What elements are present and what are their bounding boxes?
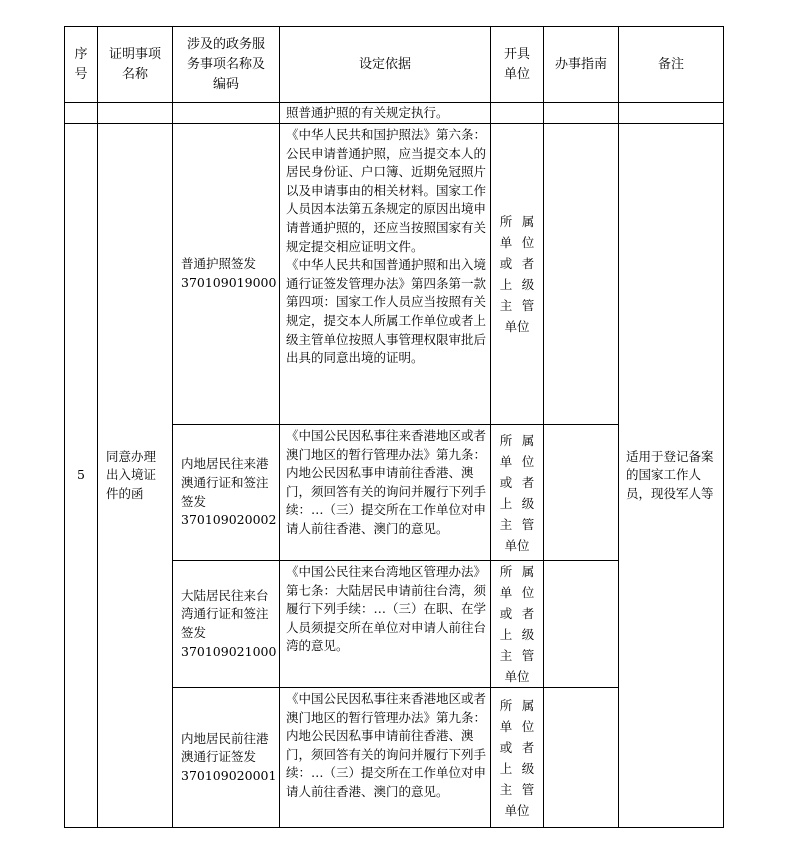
service-name: 内地居民往来港澳通行证和签注签发 [181, 456, 269, 509]
guide-cell [544, 561, 619, 688]
issuer-text: 所 属 单 位 或 者 上 级 主 管 单位 [499, 697, 535, 818]
service-cell [173, 425, 280, 561]
basis-paragraph: 《中国公民因私事往来香港地区或者澳门地区的暂行管理办法》第九条：内地公民因私事申请前往香港、澳门，须回答有关的询问并履行下列手续：…（三）提交所在工作单位对申请人前往香港、澳门的意见。 [286, 691, 487, 799]
issuer-cell [491, 561, 544, 688]
row-seq: 5 [65, 124, 98, 828]
service-code: 370109020001 [181, 767, 277, 783]
table-row [65, 124, 724, 425]
header-row [65, 27, 724, 103]
basis-paragraph: 《中华人民共和国普通护照和出入境通行证签发管理办法》第四条第一款第四项：国家工作人员应当按照有关规定，提交本人所属工作单位或者上级主管单位按照人事管理权限审批后出具的同意出境的证明。 [286, 257, 487, 366]
header-guide: 办事指南 [544, 27, 619, 103]
service-cell [173, 688, 280, 828]
continuation-text: 照普通护照的有关规定执行。 [280, 103, 491, 124]
issuer-cell [491, 425, 544, 561]
basis-paragraph: 《中国公民往来台湾地区管理办法》第七条：大陆居民申请前往台湾，须履行下列手续：…（三）在职、在学人员须提交所在单位对申请人前往台湾的意见。 [286, 564, 487, 654]
service-name: 内地居民前往港澳通行证签发 [181, 730, 269, 765]
basis-paragraph: 《中国公民因私事往来香港地区或者澳门地区的暂行管理办法》第九条：内地公民因私事申请前往香港、澳门，须回答有关的询问并履行下列手续：…（三）提交所在工作单位对申请人前往香港、澳门的意见。 [286, 428, 487, 536]
issuer-text: 所 属 单 位 或 者 上 级 主 管 单位 [499, 214, 535, 334]
guide-cell [544, 425, 619, 561]
service-cell [173, 561, 280, 688]
header-item: 证明事项名称 [98, 27, 173, 103]
continuation-row [65, 103, 724, 124]
certificate-table [64, 26, 724, 828]
issuer-cell [491, 124, 544, 425]
issuer-text: 所 属 单 位 或 者 上 级 主 管 单位 [499, 432, 535, 553]
row-remark: 适用于登记备案的国家工作人员，现役军人等 [619, 124, 724, 828]
service-name: 普通护照签发 [181, 256, 257, 272]
basis-cell [280, 561, 491, 688]
header-service: 涉及的政务服务事项名称及编码 [173, 27, 280, 103]
service-code: 370109019000 [181, 275, 277, 290]
issuer-cell [491, 688, 544, 828]
guide-cell [544, 124, 619, 425]
header-seq: 序号 [65, 27, 98, 103]
issuer-text: 所 属 单 位 或 者 上 级 主 管 单位 [499, 564, 535, 684]
guide-cell [544, 688, 619, 828]
header-remark: 备注 [619, 27, 724, 103]
basis-cell [280, 688, 491, 828]
basis-cell [280, 425, 491, 561]
basis-paragraph: 《中华人民共和国护照法》第六条：公民申请普通护照，应当提交本人的居民身份证、户口簿、近期免冠照片以及申请事由的相关材料。国家工作人员因本法第五条规定的原因出境申请普通护照的，还应当按照国家有关规定提交相应证明文件。 [286, 127, 487, 254]
service-code: 370109021000 [181, 643, 277, 659]
service-code: 370109020002 [181, 512, 277, 528]
service-name: 大陆居民往来台湾通行证和签注签发 [181, 587, 269, 640]
header-basis: 设定依据 [280, 27, 491, 103]
basis-cell [280, 124, 491, 425]
header-issuer: 开具单位 [491, 27, 544, 103]
row-item-name: 同意办理出入境证件的函 [98, 124, 173, 828]
service-cell [173, 124, 280, 425]
